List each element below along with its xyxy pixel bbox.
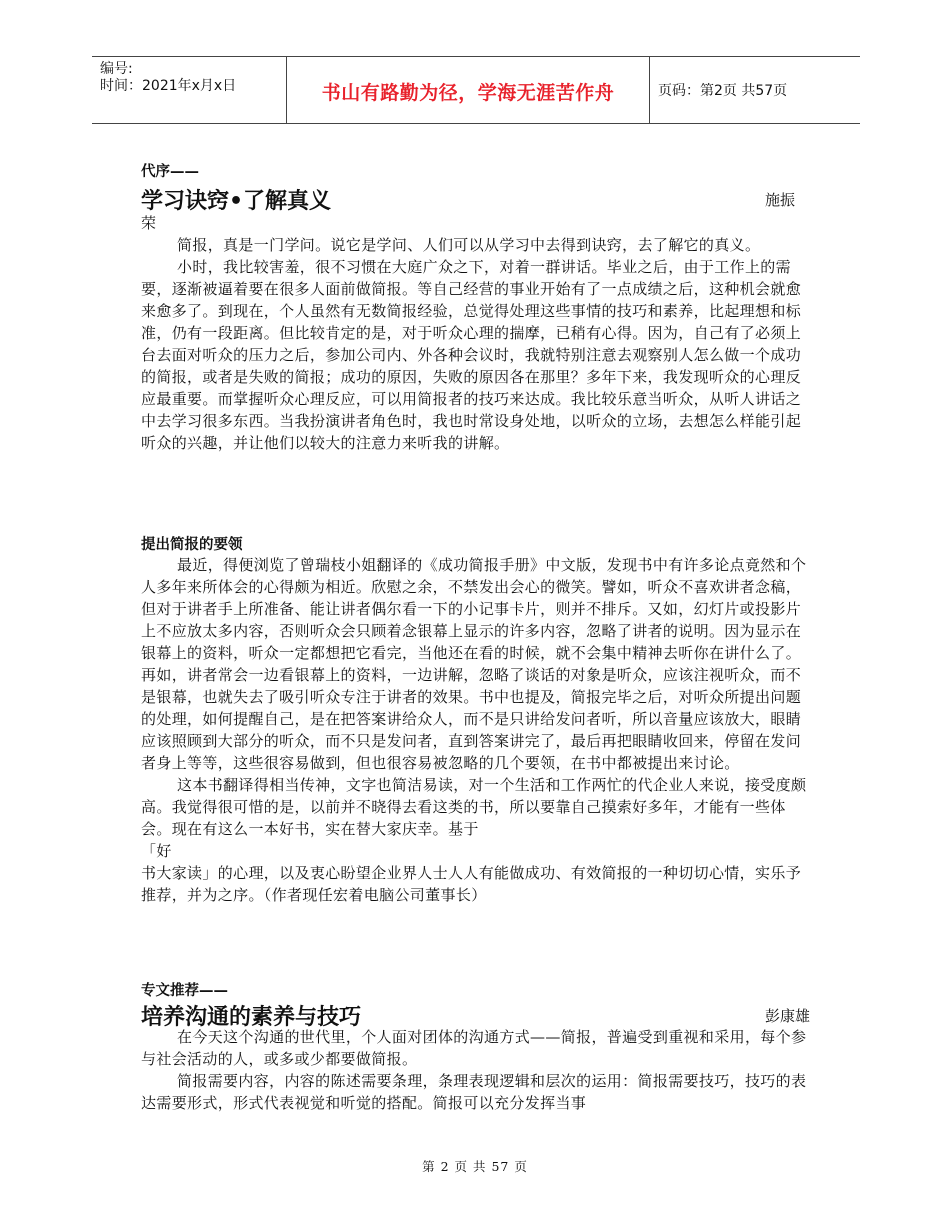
paragraph: 小时，我比较害羞，很不习惯在大庭广众之下，对着一群讲话。毕业之后，由于工作上的需要，逐渐被逼着要在很多人面前做简报。等自己经营的事业开始有了一点成绩之后，这种机会就愈来愈多了。到现在，个人虽然有无数简报经验，总觉得处理这些事情的技巧和素养，比起理想和标准，仍有一段距离。但比较肯定的是，对于听众心理的揣摩，已稍有心得。因为，自己有了必须上台去面对听众的压力之后，参加公司内、外各种会议时，我就特别注意去观察别人怎么做一个成功的简报，或者是失败的简报；成功的原因，失败的原因各在那里？多年下来，我发现听众的心理反应最重要。而掌握听众心理反应，可以用简报者的技巧来达成。我比较乐意当听众，从听人讲话之中去学习很多东西。当我扮演讲者角色时，我也时常设身处地，以听众的立场，去想怎么样能引起听众的兴趣，并让他们以较大的注意力来听我的讲解。 <box>141 258 802 452</box>
preface-label: 代序—— <box>141 164 199 180</box>
number-label: 编号: <box>100 61 133 77</box>
preface-author: 施振 <box>765 191 796 209</box>
paragraph: 在今天这个沟通的世代里，个人面对团体的沟通方式——简报，普遍受到重视和采用，每个参与社会活动的人，或多或少都要做简报。 <box>141 1028 807 1068</box>
paragraph: 简报，真是一门学问。说它是学问、人们可以从学习中去得到诀窍，去了解它的真义。 <box>177 236 761 254</box>
preface-title: 学习诀窍•了解真义 <box>141 189 332 214</box>
section-heading: 提出简报的要领 <box>141 537 243 553</box>
recommendation-body <box>141 1026 813 1114</box>
paragraph: 这本书翻译得相当传神，文字也简洁易读，对一个生活和工作两忙的代企业人来说，接受度颇高。我觉得很可惜的是，以前并不晓得去看这类的书，所以要靠自己摸索好多年，才能有一些体会。现在有这么一本好书，实在替大家庆幸。基于 <box>141 776 807 838</box>
text-line: 「好 <box>141 842 172 860</box>
paragraph: 最近，得便浏览了曾瑞枝小姐翻译的《成功简报手册》中文版，发现书中有许多论点竟然和个人多年来所体会的心得颇为相近。欣慰之余，不禁发出会心的微笑。譬如，听众不喜欢讲者念稿，但对于讲者手上所准备、能让讲者偶尔看一下的小记事卡片，则并不排斥。又如，幻灯片或投影片上不应放太多内容，否则听众会只顾着念银幕上显示的许多内容，忽略了讲者的说明。因为显示在银幕上的资料，听众一定都想把它看完，当他还在看的时候，就不会集中精神去听你在讲什么了。再如，讲者常会一边看银幕上的资料，一边讲解，忽略了谈话的对象是听众，应该注视听众，而不是银幕，也就失去了吸引听众专注于讲者的效果。书中也提及，简报完毕之后，对听众所提出问题的处理，如何提醒自己，是在把答案讲给众人，而不是只讲给发问者听，所以音量应该放大，眼睛应该照顾到大部分的听众，而不只是发问者，直到答案讲完了，最后再把眼睛收回来，停留在发问者身上等等，这些很容易做到，但也很容易被忽略的几个要领，在书中都被提出来讨论。 <box>141 556 807 772</box>
preface-author-tail: 荣 <box>141 214 157 232</box>
preface-body <box>141 234 813 454</box>
motto: 书山有路勤为径，学海无涯苦作舟 <box>321 82 615 104</box>
header-meta-cell <box>92 57 286 123</box>
page-info: 页码：第2页 共57页 <box>658 83 788 99</box>
recommendation-author: 彭康雄 <box>765 1007 811 1025</box>
header-page-cell <box>650 57 860 123</box>
paragraph: 简报需要内容，内容的陈述需要条理，条理表现逻辑和层次的运用：简报需要技巧，技巧的表达需要形式，形式代表视觉和听觉的搭配。简报可以充分发挥当事 <box>141 1072 807 1112</box>
paragraph: 书大家读」的心理，以及衷心盼望企业界人士人人有能做成功、有效简报的一种切切心情，实乐予推荐，并为之序。（作者现任宏着电脑公司董事长） <box>141 864 802 904</box>
page-footer: 第 2 页 共 57 页 <box>422 1159 528 1174</box>
recommendation-label: 专文推荐—— <box>141 983 228 999</box>
section-body <box>141 554 813 906</box>
date-label: 时间：2021年x月x日 <box>100 78 237 94</box>
page-header <box>92 56 860 124</box>
header-motto-cell <box>286 57 650 123</box>
recommendation-title: 培养沟通的素养与技巧 <box>141 1005 362 1030</box>
